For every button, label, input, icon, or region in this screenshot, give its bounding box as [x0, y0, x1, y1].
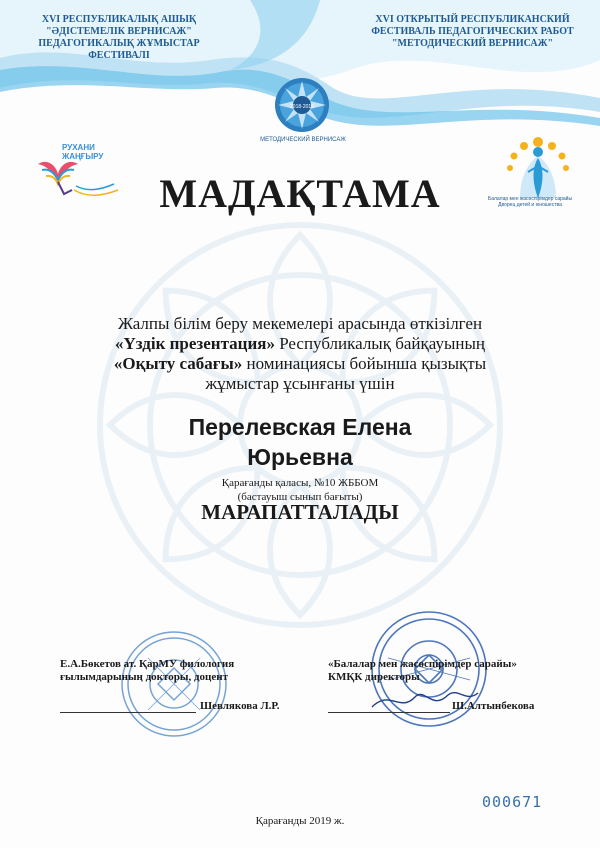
- body-line-rest: номинациясы бойынша қызықты: [242, 354, 487, 373]
- body-line: [40, 354, 560, 374]
- header-right-line: "МЕТОДИЧЕСКИЙ ВЕРНИСАЖ": [391, 38, 554, 49]
- body-line-rest: Республикалық байқауының: [274, 334, 486, 353]
- body-line: [40, 334, 560, 354]
- serial-number: 000671: [482, 793, 543, 811]
- header-right: [360, 14, 585, 50]
- left-signatory-line: Е.А.Бөкетов ат. ҚарМУ филология: [60, 658, 235, 670]
- rukhani-zhangyru-label: [62, 143, 103, 161]
- rukhani-line: РУХАНИ: [62, 143, 95, 152]
- left-signatory-name: Шевлякова Л.Р.: [200, 700, 280, 712]
- school-line: (бастауыш сынып бағыты): [237, 491, 363, 503]
- header-right-line: XVI ОТКРЫТЫЙ РЕСПУБЛИКАНСКИЙ: [375, 14, 570, 25]
- header-left-line: ПЕДАГОГИКАЛЫҚ ЖҰМЫСТАР ФЕСТИВАЛІ: [38, 38, 200, 61]
- recipient-name-line: Юрьевна: [247, 444, 353, 470]
- recipient-name: [0, 412, 600, 472]
- contest-name: «Үздік презентация»: [114, 334, 275, 353]
- school-line: Қарағанды қаласы, №10 ЖББОМ: [221, 477, 379, 489]
- header-left-line: XVI РЕСПУБЛИКАЛЫҚ АШЫҚ: [41, 14, 197, 25]
- recipient-name-line: Перелевская Елена: [188, 414, 412, 440]
- certificate-title: МАДАҚТАМА: [159, 171, 441, 216]
- left-signature-line: [60, 712, 196, 713]
- body-line: Жалпы білім беру мекемелері арасында өткізілген: [117, 314, 483, 333]
- right-signatory-line: КМҚК директоры: [328, 671, 420, 683]
- header-left: [14, 14, 224, 62]
- right-signature-line: [328, 712, 450, 713]
- palace-line: Дворец детей и юношества: [498, 202, 562, 208]
- awarded-label: МАРАПАТТАЛАДЫ: [201, 500, 399, 524]
- header-left-line: "ӘДІСТЕМЕЛІК ВЕРНИСАЖ": [46, 26, 192, 37]
- certificate-body: [40, 314, 560, 394]
- emblem-year: 2018-2019: [290, 104, 314, 110]
- right-signatory-name: Ш.Алтынбекова: [452, 700, 535, 712]
- header-right-line: ФЕСТИВАЛЬ ПЕДАГОГИЧЕСКИХ РАБОТ: [371, 26, 574, 37]
- palace-line: Балалар мен жасөспірімдер сарайы: [487, 196, 573, 202]
- right-signatory-title: [328, 658, 548, 684]
- left-signatory-line: ғылымдарының докторы, доцент: [60, 671, 229, 683]
- body-line: жұмыстар ұсынғаны үшін: [205, 374, 395, 393]
- left-signatory-title: [60, 658, 280, 684]
- rukhani-line: ЖАҢҒЫРУ: [62, 152, 104, 161]
- right-signatory-line: «Балалар мен жасөспірімдер сарайы»: [328, 658, 517, 670]
- nomination-name: «Оқыту сабағы»: [113, 354, 243, 373]
- footer-place-date: Қарағанды 2019 ж.: [255, 815, 345, 827]
- left-stamp-seal: [118, 628, 230, 740]
- emblem-caption: МЕТОДИЧЕСКИЙ ВЕРНИСАЖ: [260, 137, 346, 143]
